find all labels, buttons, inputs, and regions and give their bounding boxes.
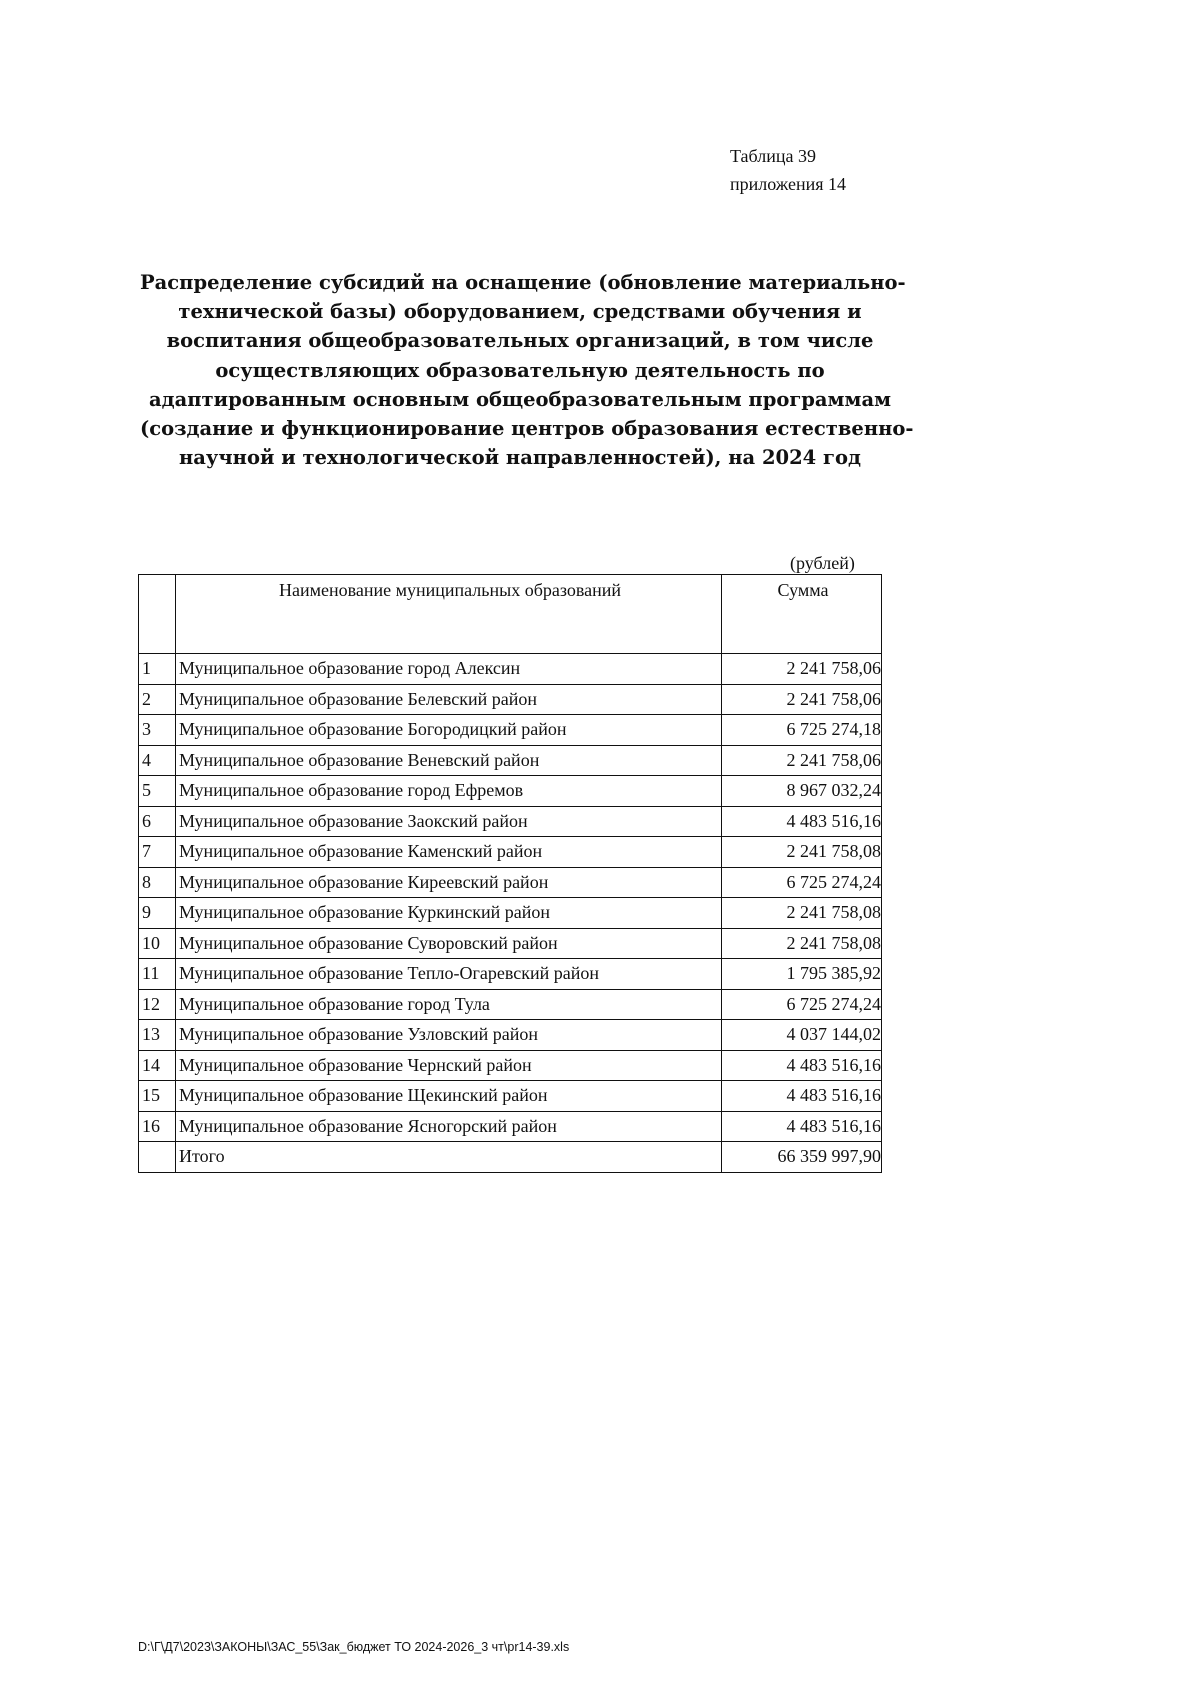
- subsidy-amount: 2 241 758,08: [722, 837, 882, 868]
- appendix-reference: [730, 142, 846, 198]
- table-body: [139, 654, 882, 1173]
- row-number: 2: [139, 684, 176, 715]
- subsidy-amount: 4 483 516,16: [722, 1111, 882, 1142]
- table-row: [139, 928, 882, 959]
- title-line: (создание и функционирование центров образования естественно-: [140, 417, 914, 441]
- table-number-label: Таблица 39: [730, 146, 816, 166]
- subsidy-amount: 2 241 758,08: [722, 928, 882, 959]
- subsidy-amount: 4 483 516,16: [722, 806, 882, 837]
- table-header-row: [139, 575, 882, 654]
- title-line: осуществляющих образовательную деятельность по: [215, 358, 825, 382]
- table-row: [139, 1050, 882, 1081]
- subsidy-amount: 8 967 032,24: [722, 776, 882, 807]
- total-number: [139, 1142, 176, 1173]
- row-number: 15: [139, 1081, 176, 1112]
- municipality-name: Муниципальное образование Суворовский район: [176, 928, 722, 959]
- row-number: 5: [139, 776, 176, 807]
- row-number: 7: [139, 837, 176, 868]
- subsidy-amount: 6 725 274,24: [722, 989, 882, 1020]
- table-row: [139, 989, 882, 1020]
- title-line: воспитания общеобразовательных организаций, в том числе: [166, 329, 874, 353]
- total-row: [139, 1142, 882, 1173]
- total-label: Итого: [176, 1142, 722, 1173]
- title-line: адаптированным основным общеобразовательным программам: [148, 387, 892, 411]
- municipality-name: Муниципальное образование Узловский район: [176, 1020, 722, 1051]
- row-number: 8: [139, 867, 176, 898]
- subsidy-amount: 4 037 144,02: [722, 1020, 882, 1051]
- municipality-name: Муниципальное образование Белевский район: [176, 684, 722, 715]
- subsidy-amount: 4 483 516,16: [722, 1050, 882, 1081]
- row-number: 6: [139, 806, 176, 837]
- subsidy-amount: 4 483 516,16: [722, 1081, 882, 1112]
- table-row: [139, 745, 882, 776]
- table-row: [139, 837, 882, 868]
- total-amount: 66 359 997,90: [722, 1142, 882, 1173]
- subsidy-amount: 6 725 274,18: [722, 715, 882, 746]
- table-row: [139, 1111, 882, 1142]
- table-row: [139, 715, 882, 746]
- municipality-name: Муниципальное образование Щекинский район: [176, 1081, 722, 1112]
- table-row: [139, 898, 882, 929]
- row-number: 13: [139, 1020, 176, 1051]
- subsidy-amount: 2 241 758,06: [722, 684, 882, 715]
- municipality-name: Муниципальное образование Богородицкий район: [176, 715, 722, 746]
- municipality-name: Муниципальное образование Веневский район: [176, 745, 722, 776]
- name-column-header: Наименование муниципальных образований: [176, 575, 722, 654]
- row-number: 14: [139, 1050, 176, 1081]
- municipality-name: Муниципальное образование Киреевский район: [176, 867, 722, 898]
- row-number: 10: [139, 928, 176, 959]
- row-number: 16: [139, 1111, 176, 1142]
- table-row: [139, 684, 882, 715]
- table-row: [139, 776, 882, 807]
- appendix-number-label: приложения 14: [730, 174, 847, 194]
- table-row: [139, 959, 882, 990]
- table-row: [139, 1020, 882, 1051]
- row-number: 12: [139, 989, 176, 1020]
- municipality-name: Муниципальное образование город Ефремов: [176, 776, 722, 807]
- title-line: технической базы) оборудованием, средствами обучения и: [178, 300, 862, 324]
- title-line: научной и технологической направленностей), на 2024 год: [179, 446, 861, 470]
- row-number: 1: [139, 654, 176, 685]
- table-row: [139, 1081, 882, 1112]
- municipality-name: Муниципальное образование город Тула: [176, 989, 722, 1020]
- municipality-name: Муниципальное образование Заокский район: [176, 806, 722, 837]
- table-row: [139, 806, 882, 837]
- municipality-name: Муниципальное образование город Алексин: [176, 654, 722, 685]
- municipality-name: Муниципальное образование Ясногорский район: [176, 1111, 722, 1142]
- distribution-table: [138, 574, 882, 1173]
- subsidy-amount: 2 241 758,06: [722, 745, 882, 776]
- municipality-name: Муниципальное образование Каменский район: [176, 837, 722, 868]
- subsidy-amount: 2 241 758,06: [722, 654, 882, 685]
- units-label: (рублей): [790, 553, 855, 573]
- row-number: 4: [139, 745, 176, 776]
- table-row: [139, 654, 882, 685]
- row-number: 11: [139, 959, 176, 990]
- row-number: 9: [139, 898, 176, 929]
- sum-column-header: Сумма: [722, 575, 882, 654]
- row-number: 3: [139, 715, 176, 746]
- subsidy-amount: 6 725 274,24: [722, 867, 882, 898]
- document-title: [140, 268, 914, 472]
- municipality-name: Муниципальное образование Куркинский район: [176, 898, 722, 929]
- municipality-name: Муниципальное образование Чернский район: [176, 1050, 722, 1081]
- number-column-header: [139, 575, 176, 654]
- table-row: [139, 867, 882, 898]
- subsidy-amount: 1 795 385,92: [722, 959, 882, 990]
- subsidy-amount: 2 241 758,08: [722, 898, 882, 929]
- municipality-name: Муниципальное образование Тепло-Огаревский район: [176, 959, 722, 990]
- title-line: Распределение субсидий на оснащение (обновление материально-: [140, 271, 906, 294]
- file-path-footer: D:\Г\Д7\2023\ЗАКОНЫ\ЗАС_55\Зак_бюджет ТО 2024-2026_3 чт\pr14-39.xls: [138, 1640, 570, 1654]
